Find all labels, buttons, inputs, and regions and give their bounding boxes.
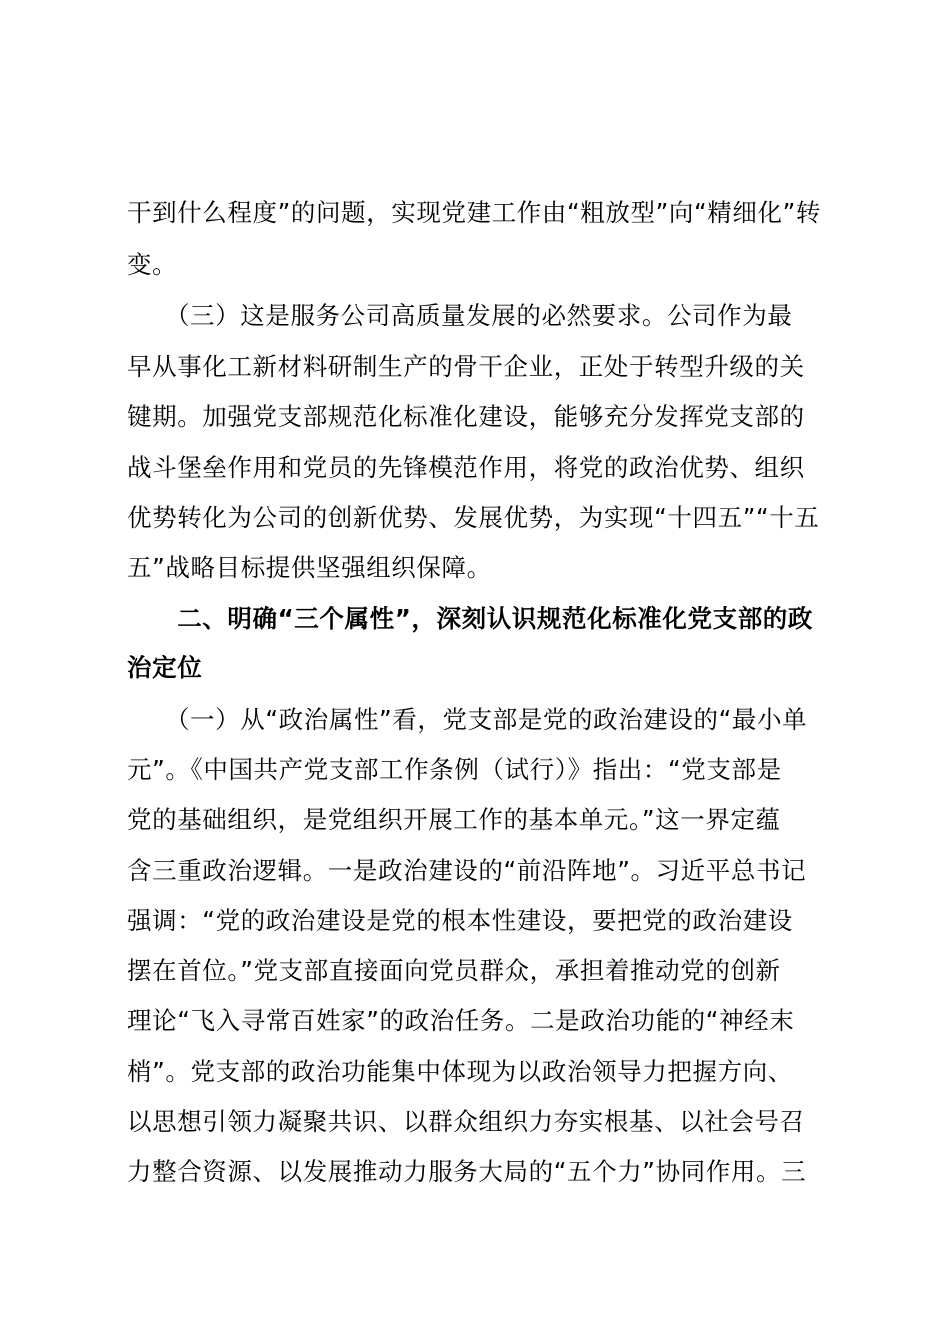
text-line: （一）从“政治属性”看，党支部是党的政治建设的“最小单	[127, 705, 808, 734]
text-line: 强调：“党的政治建设是党的根本性建设，要把党的政治建设	[127, 906, 793, 935]
section-heading-line: 治定位	[127, 653, 203, 682]
section-heading-line: 二、明确“三个属性”，深刻认识规范化标准化党支部的政	[127, 604, 814, 633]
text-line: （三）这是服务公司高质量发展的必然要求。公司作为最	[127, 301, 793, 330]
text-line: 键期。加强党支部规范化标准化建设，能够充分发挥党支部的	[127, 402, 805, 431]
text-line: 理论“飞入寻常百姓家”的政治任务。二是政治功能的“神经末	[127, 1006, 795, 1035]
text-line: 优势转化为公司的创新优势、发展优势，为实现“十四五”“十五	[127, 503, 820, 532]
text-line: 变。	[127, 250, 178, 279]
text-line: 元”。《中国共产党支部工作条例（试行）》指出：“党支部是	[127, 755, 782, 784]
text-line: 党的基础组织，是党组织开展工作的基本单元。”这一界定蕴	[127, 805, 781, 834]
text-line: 早从事化工新材料研制生产的骨干企业，正处于转型升级的关	[127, 352, 805, 381]
text-line: 干到什么程度”的问题，实现党建工作由“粗放型”向“精细化”转	[127, 198, 821, 227]
text-line: 五”战略目标提供坚强组织保障。	[127, 553, 492, 582]
text-line: 以思想引领力凝聚共识、以群众组织力夯实根基、以社会号召	[127, 1107, 805, 1136]
text-line: 含三重政治逻辑。一是政治建设的“前沿阵地”。习近平总书记	[127, 856, 807, 885]
text-line: 梢”。党支部的政治功能集中体现为以政治领导力把握方向、	[127, 1057, 793, 1086]
text-line: 战斗堡垒作用和党员的先锋模范作用，将党的政治优势、组织	[127, 453, 805, 482]
text-line: 力整合资源、以发展推动力服务大局的“五个力”协同作用。三	[127, 1157, 807, 1186]
text-line: 摆在首位。”党支部直接面向党员群众，承担着推动党的创新	[127, 956, 781, 985]
